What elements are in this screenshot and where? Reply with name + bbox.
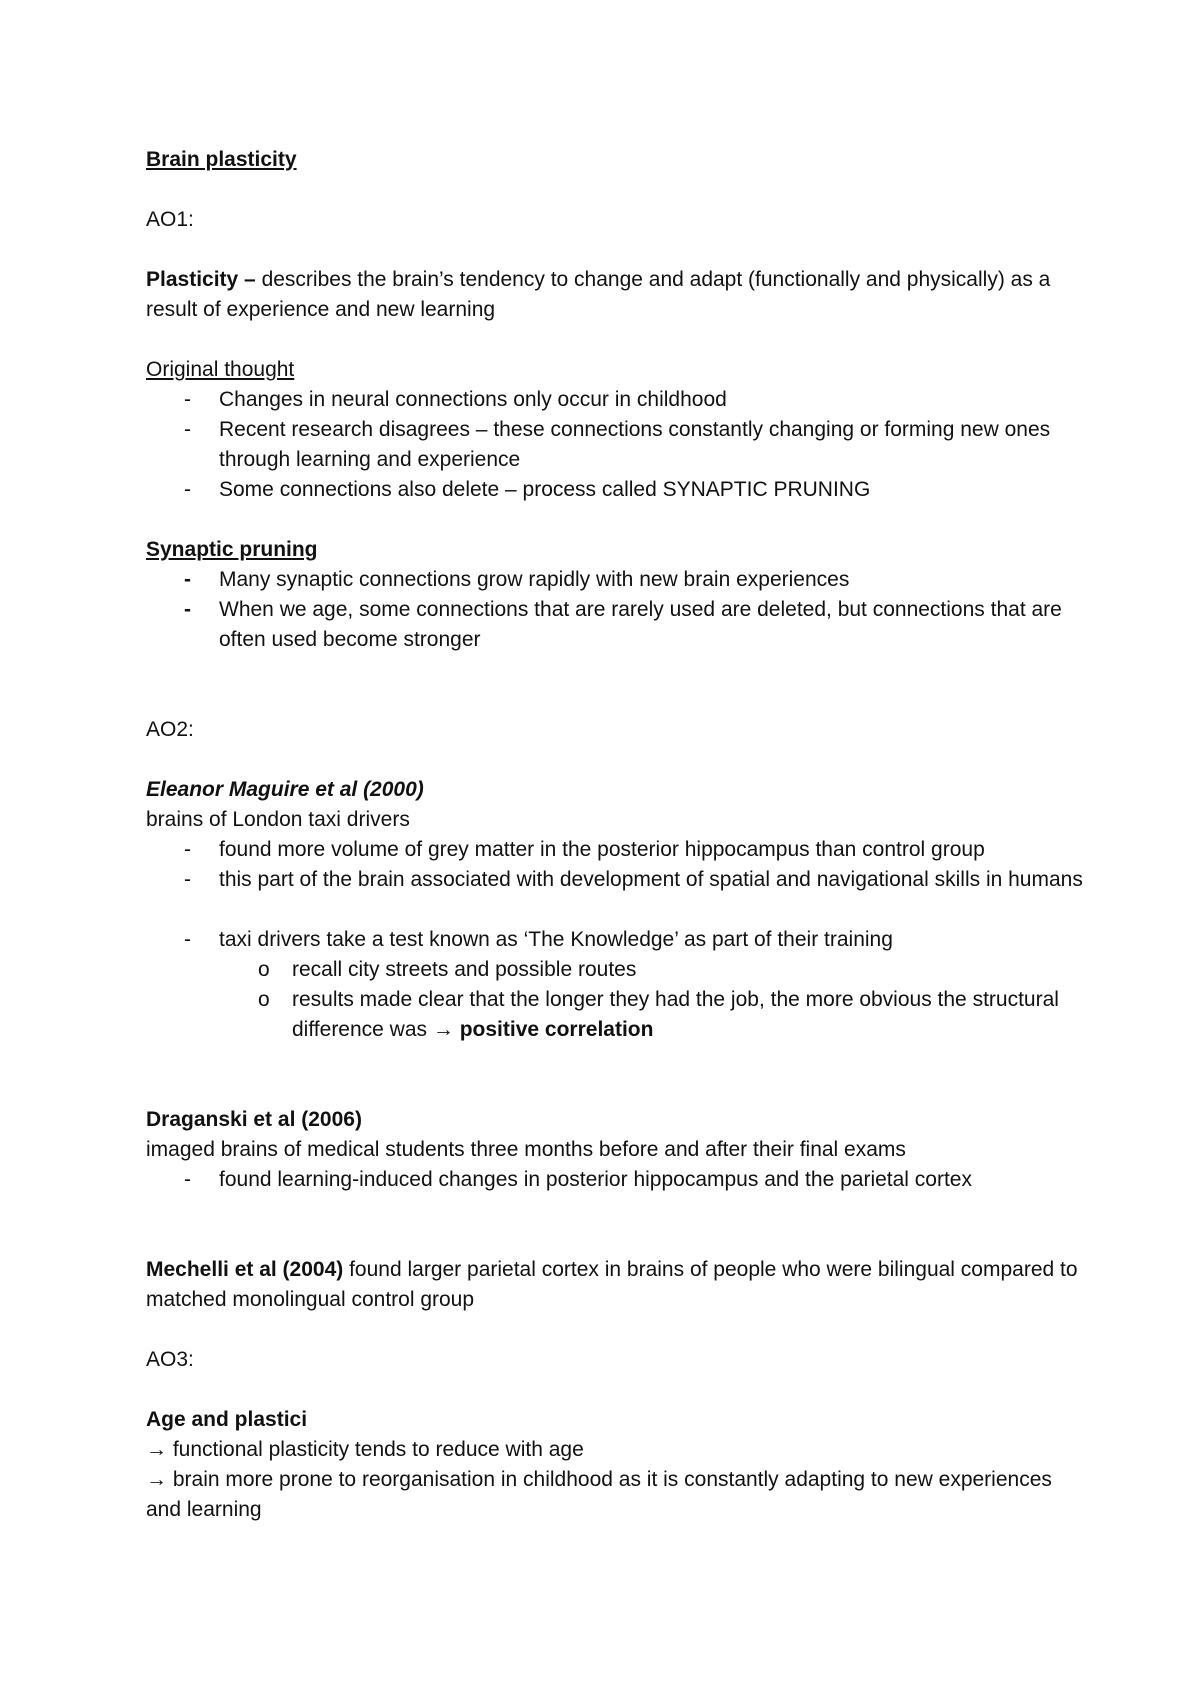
dash-bullet: -	[184, 868, 191, 891]
synaptic-pruning-heading: Synaptic pruning	[146, 538, 318, 561]
circle-bullet: o	[258, 958, 270, 981]
list-item: - found learning-induced changes in posterior hippocampus and the parietal cortex	[146, 1165, 1086, 1195]
list-item: - Changes in neural connections only occur in childhood	[146, 385, 1086, 415]
ao3-heading: AO3:	[146, 1348, 194, 1371]
document-page	[146, 145, 1086, 1525]
draganski-heading: Draganski et al (2006)	[146, 1108, 362, 1131]
sub-list-item: o results made clear that the longer they had the job, the more obvious the structural difference was → positive correlation	[146, 985, 1086, 1045]
maguire-heading: Eleanor Maguire et al (2000)	[146, 778, 424, 801]
arrow-icon: →	[146, 1438, 167, 1461]
arrow-icon: →	[432, 1018, 454, 1041]
dash-bullet: -	[184, 388, 191, 411]
plasticity-definition-text: describes the brain’s tendency to change and adapt (functionally and physically) as a result of experience and new learning	[146, 268, 1051, 321]
plasticity-definition	[146, 265, 1086, 325]
synaptic-pruning-list	[146, 565, 1086, 655]
list-item: - When we age, some connections that are rarely used are deleted, but connections that are often used become stronger	[146, 595, 1086, 655]
dash-bullet: -	[184, 478, 191, 501]
dash-bullet: -	[184, 1168, 191, 1191]
maguire-list-2	[146, 925, 1086, 1045]
list-item: - found more volume of grey matter in the posterior hippocampus than control group	[146, 835, 1086, 865]
ao2-heading: AO2:	[146, 718, 194, 741]
maguire-intro: brains of London taxi drivers	[146, 808, 410, 831]
list-item: - this part of the brain associated with development of spatial and navigational skills in humans	[146, 865, 1086, 895]
original-thought-heading: Original thought	[146, 358, 295, 381]
mechelli-heading: Mechelli et al (2004)	[146, 1258, 344, 1281]
sub-list-item: o recall city streets and possible routes	[146, 955, 1086, 985]
list-item: - Many synaptic connections grow rapidly with new brain experiences	[146, 565, 1086, 595]
original-thought-list	[146, 385, 1086, 505]
dash-bullet: -	[184, 928, 191, 951]
plasticity-term: Plasticity –	[146, 268, 256, 291]
draganski-intro: imaged brains of medical students three months before and after their final exams	[146, 1138, 906, 1161]
ao1-heading: AO1:	[146, 208, 194, 231]
mechelli-paragraph	[146, 1255, 1086, 1315]
arrow-icon: →	[146, 1468, 167, 1491]
dash-bullet: -	[184, 418, 191, 441]
age-item: → brain more prone to reorganisation in childhood as it is constantly adapting to new experiences and learning	[146, 1468, 1052, 1521]
list-item: - taxi drivers take a test known as ‘The Knowledge’ as part of their training	[146, 925, 1086, 955]
list-item: - Recent research disagrees – these connections constantly changing or forming new ones through learning and experience	[146, 415, 1086, 475]
positive-correlation: positive correlation	[459, 1018, 654, 1041]
list-item: - Some connections also delete – process called SYNAPTIC PRUNING	[146, 475, 1086, 505]
dash-bullet: -	[184, 598, 191, 621]
page-title: Brain plasticity	[146, 148, 297, 171]
age-plasticity-heading: Age and plastici	[146, 1408, 308, 1431]
dash-bullet: -	[184, 568, 191, 591]
maguire-list	[146, 835, 1086, 895]
mechelli-text: found larger parietal cortex in brains of people who were bilingual compared to matched monolingual control group	[146, 1258, 1078, 1311]
circle-bullet: o	[258, 988, 270, 1011]
age-item: → functional plasticity tends to reduce with age	[146, 1438, 584, 1461]
dash-bullet: -	[184, 838, 191, 861]
draganski-list	[146, 1165, 1086, 1195]
